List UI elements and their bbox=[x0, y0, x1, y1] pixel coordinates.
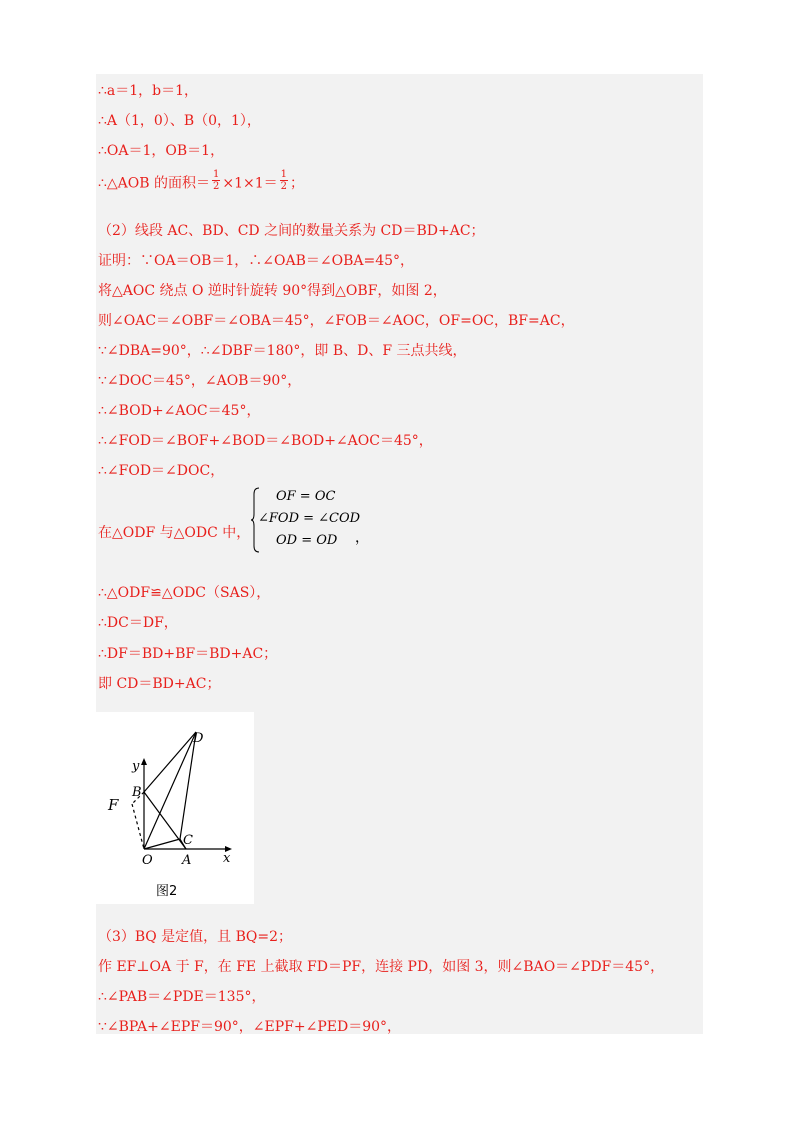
fraction-numerator: 1 bbox=[280, 169, 288, 180]
text-line-13: ∴∠FOD＝∠DOC， bbox=[98, 463, 225, 479]
label-A: A bbox=[182, 853, 192, 868]
text-line-21: ∴∠PAB＝∠PDE＝135°， bbox=[98, 989, 266, 1005]
label-O: O bbox=[142, 853, 153, 868]
text-line-1: ∴a＝1，b＝1， bbox=[98, 83, 199, 99]
system-trailing-comma: ， bbox=[355, 530, 369, 546]
figure-caption: 图2 bbox=[156, 884, 178, 899]
text-line-11: ∴∠BOD+∠AOC＝45°， bbox=[98, 403, 261, 419]
area-middle: ×1×1＝ bbox=[222, 175, 278, 192]
text-line-7: 将△AOC 绕点 O 逆时针旋转 90°得到△OBF，如图 2， bbox=[98, 283, 447, 299]
y-axis-arrow-icon bbox=[141, 758, 147, 765]
text-line-2: ∴A（1，0）、B（0，1）， bbox=[98, 113, 261, 129]
text-line-9: ∵∠DBA=90°，∴∠DBF＝180°，即 B、D、F 三点共线， bbox=[98, 343, 467, 359]
text-line-20: 作 EF⊥OA 于 F，在 FE 上截取 FD＝PF，连接 PD，如图 3，则∠BAO＝∠PDF＝45°， bbox=[98, 959, 665, 975]
text-line-4 bbox=[98, 169, 305, 195]
text-line-12: ∴∠FOD＝∠BOF+∠BOD＝∠BOD+∠AOC＝45°， bbox=[98, 433, 433, 449]
label-C: C bbox=[183, 833, 193, 848]
text-line-5: （2）线段 AC、BD、CD 之间的数量关系为 CD＝BD+AC； bbox=[98, 223, 485, 239]
text-line-17: ∴DF＝BD+BF＝BD+AC； bbox=[98, 646, 278, 662]
text-line-15: ∴△ODF≌△ODC（SAS）， bbox=[98, 585, 271, 601]
area-suffix: ； bbox=[290, 175, 305, 192]
text-line-22: ∵∠BPA+∠EPF＝90°，∠EPF+∠PED＝90°， bbox=[98, 1019, 402, 1035]
area-prefix: ∴△AOB 的面积＝ bbox=[98, 175, 210, 192]
label-x: x bbox=[223, 851, 231, 866]
equation-system bbox=[250, 487, 370, 553]
equation-2: ∠FOD = ∠COD bbox=[258, 511, 361, 526]
fraction-numerator: 1 bbox=[213, 169, 220, 180]
label-D: D bbox=[193, 731, 204, 746]
label-F: F bbox=[108, 796, 119, 814]
label-B: B bbox=[132, 785, 142, 800]
text-line-10: ∵∠DOC＝45°，∠AOB＝90°， bbox=[98, 373, 302, 389]
label-y: y bbox=[132, 759, 140, 774]
geometry-diagram bbox=[96, 712, 254, 904]
segment-OC bbox=[144, 839, 180, 849]
segment-FO-dashed bbox=[132, 804, 144, 849]
figure-2 bbox=[96, 712, 254, 904]
equation-3: OD = OD bbox=[276, 533, 338, 548]
fraction-denominator: 2 bbox=[280, 181, 288, 192]
text-line-18: 即 CD＝BD+AC； bbox=[98, 676, 221, 692]
equation-1: OF = OC bbox=[276, 489, 336, 504]
text-line-16: ∴DC＝DF， bbox=[98, 615, 178, 631]
fraction-denominator: 2 bbox=[213, 181, 220, 192]
fraction-half-result bbox=[280, 169, 288, 192]
text-line-14: 在△ODF 与△ODC 中， bbox=[98, 525, 251, 541]
text-line-8: 则∠OAC＝∠OBF＝∠OBA＝45°，∠FOB＝∠AOC，OF=OC，BF=AC， bbox=[98, 313, 575, 329]
text-line-3: ∴OA＝1，OB＝1， bbox=[98, 143, 225, 159]
text-line-19: （3）BQ 是定值，且 BQ=2； bbox=[98, 929, 292, 945]
text-line-6: 证明：∵OA＝OB＝1，∴∠OAB＝∠OBA=45°， bbox=[98, 253, 415, 269]
segment-OD bbox=[144, 732, 196, 849]
fraction-half bbox=[212, 169, 220, 192]
